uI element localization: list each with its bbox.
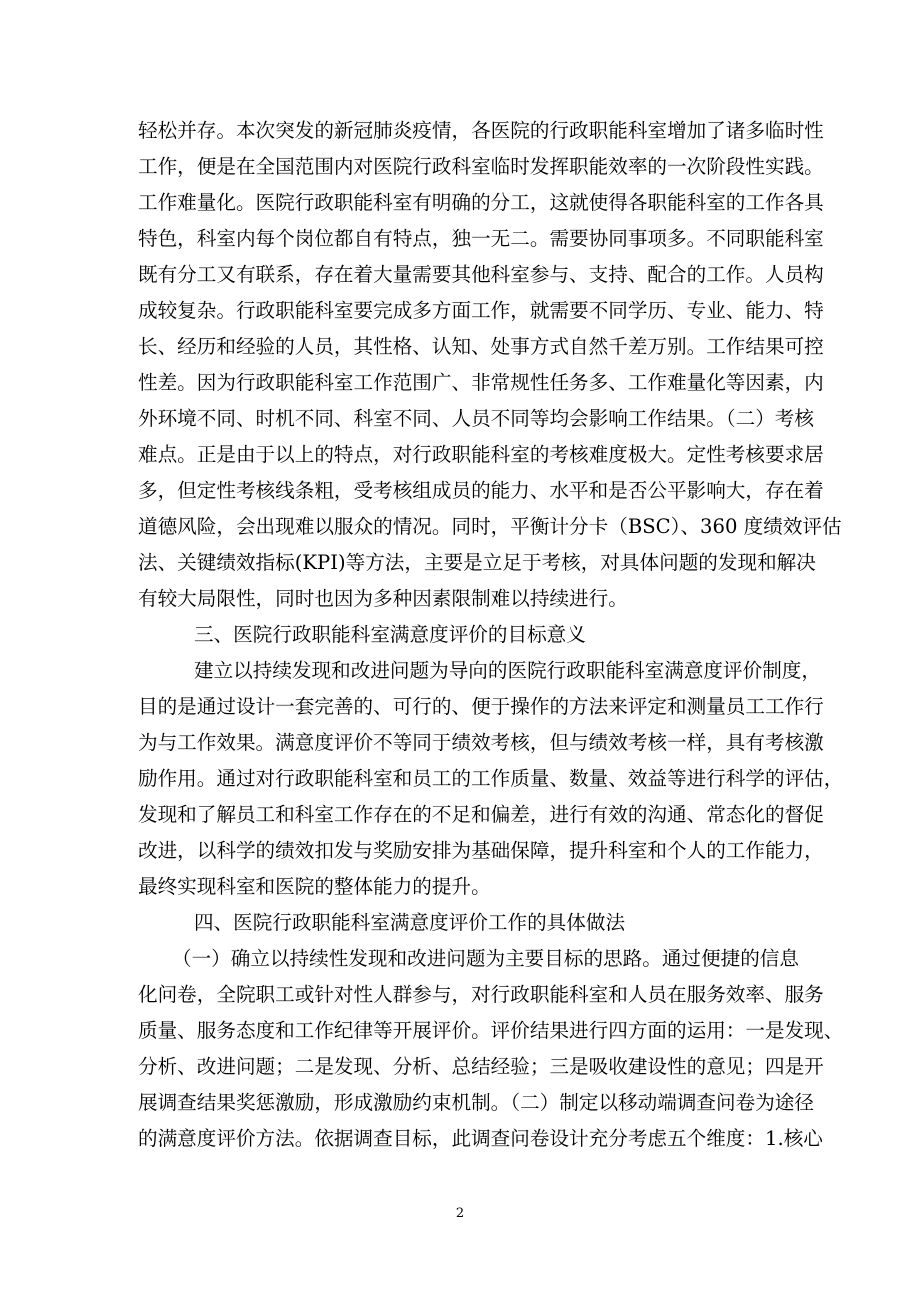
section-heading — [138, 905, 786, 941]
document-body — [138, 113, 844, 1157]
text-line: 为与工作效果。满意度评价不等同于绩效考核，但与绩效考核一样，具有考核激 — [138, 731, 824, 754]
text-line: 既有分工又有联系，存在着大量需要其他科室参与、支持、配合的工作。人员构 — [138, 263, 824, 286]
text-line: 建立以持续发现和改进问题为导向的医院行政职能科室满意度评价制度， — [194, 659, 821, 682]
text-line: 分析、改进问题；二是发现、分析、总结经验；三是吸收建设性的意见；四是开 — [138, 1055, 824, 1078]
text-line: 四、医院行政职能科室满意度评价工作的具体做法 — [194, 911, 626, 934]
text-line: 法、关键绩效指标(KPI)等方法，主要是立足于考核，对具体问题的发现和解决 — [138, 551, 816, 574]
text-line: 多，但定性考核线条粗，受考核组成员的能力、水平和是否公平影响大，存在着 — [138, 479, 824, 502]
text-line: 特色，科室内每个岗位都自有特点，独一无二。需要协同事项多。不同职能科室 — [138, 227, 824, 250]
text-line: 有较大局限性，同时也因为多种因素限制难以持续进行。 — [138, 587, 628, 610]
text-line: 性差。因为行政职能科室工作范围广、非常规性任务多、工作难量化等因素，内 — [138, 371, 824, 394]
section-heading — [138, 617, 786, 653]
text-line: 展调查结果奖惩激励，形成激励约束机制。（二）制定以移动端调查问卷为途径 — [138, 1091, 814, 1114]
text-line: 发现和了解员工和科室工作存在的不足和偏差，进行有效的沟通、常态化的督促 — [138, 803, 824, 826]
text-line: 长、经历和经验的人员，其性格、认知、处事方式自然千差万别。工作结果可控 — [138, 335, 824, 358]
text-line: 目的是通过设计一套完善的、可行的、便于操作的方法来评定和测量员工工作行 — [138, 695, 824, 718]
text-line: 外环境不同、时机不同、科室不同、人员不同等均会影响工作结果。（二）考核 — [138, 407, 814, 430]
text-line: 难点。正是由于以上的特点，对行政职能科室的考核难度极大。定性考核要求居 — [138, 443, 824, 466]
text-line: 工作难量化。医院行政职能科室有明确的分工，这就使得各职能科室的工作各具 — [138, 191, 824, 214]
text-line: 化问卷，全院职工或针对性人群参与，对行政职能科室和人员在服务效率、服务 — [138, 983, 824, 1006]
paragraph — [138, 113, 842, 617]
text-line: 轻松并存。本次突发的新冠肺炎疫情，各医院的行政职能科室增加了诸多临时性 — [138, 119, 824, 142]
text-line: 励作用。通过对行政职能科室和员工的工作质量、数量、效益等进行科学的评估， — [138, 767, 844, 790]
paragraph — [138, 941, 844, 1157]
text-line: 的满意度评价方法。依据调查目标，此调查问卷设计充分考虑五个维度：1.核心 — [138, 1127, 823, 1150]
text-line: （一）确立以持续性发现和改进问题为主要目标的思路。通过便捷的信息 — [172, 947, 799, 970]
text-line: 工作，便是在全国范围内对医院行政科室临时发挥职能效率的一次阶段性实践。 — [138, 155, 824, 178]
page-number: 2 — [455, 1206, 465, 1221]
text-line: 三、医院行政职能科室满意度评价的目标意义 — [194, 623, 586, 646]
text-line: 最终实现科室和医院的整体能力的提升。 — [138, 875, 491, 898]
paragraph — [138, 653, 844, 905]
text-line: 质量、服务态度和工作纪律等开展评价。评价结果进行四方面的运用：一是发现、 — [138, 1019, 844, 1042]
text-line: 道德风险，会出现难以服众的情况。同时，平衡计分卡（BSC）、360 度绩效评估 — [138, 515, 842, 538]
text-line: 改进，以科学的绩效扣发与奖励安排为基础保障，提升科室和个人的工作能力， — [138, 839, 824, 862]
text-line: 成较复杂。行政职能科室要完成多方面工作，就需要不同学历、专业、能力、特 — [138, 299, 824, 322]
